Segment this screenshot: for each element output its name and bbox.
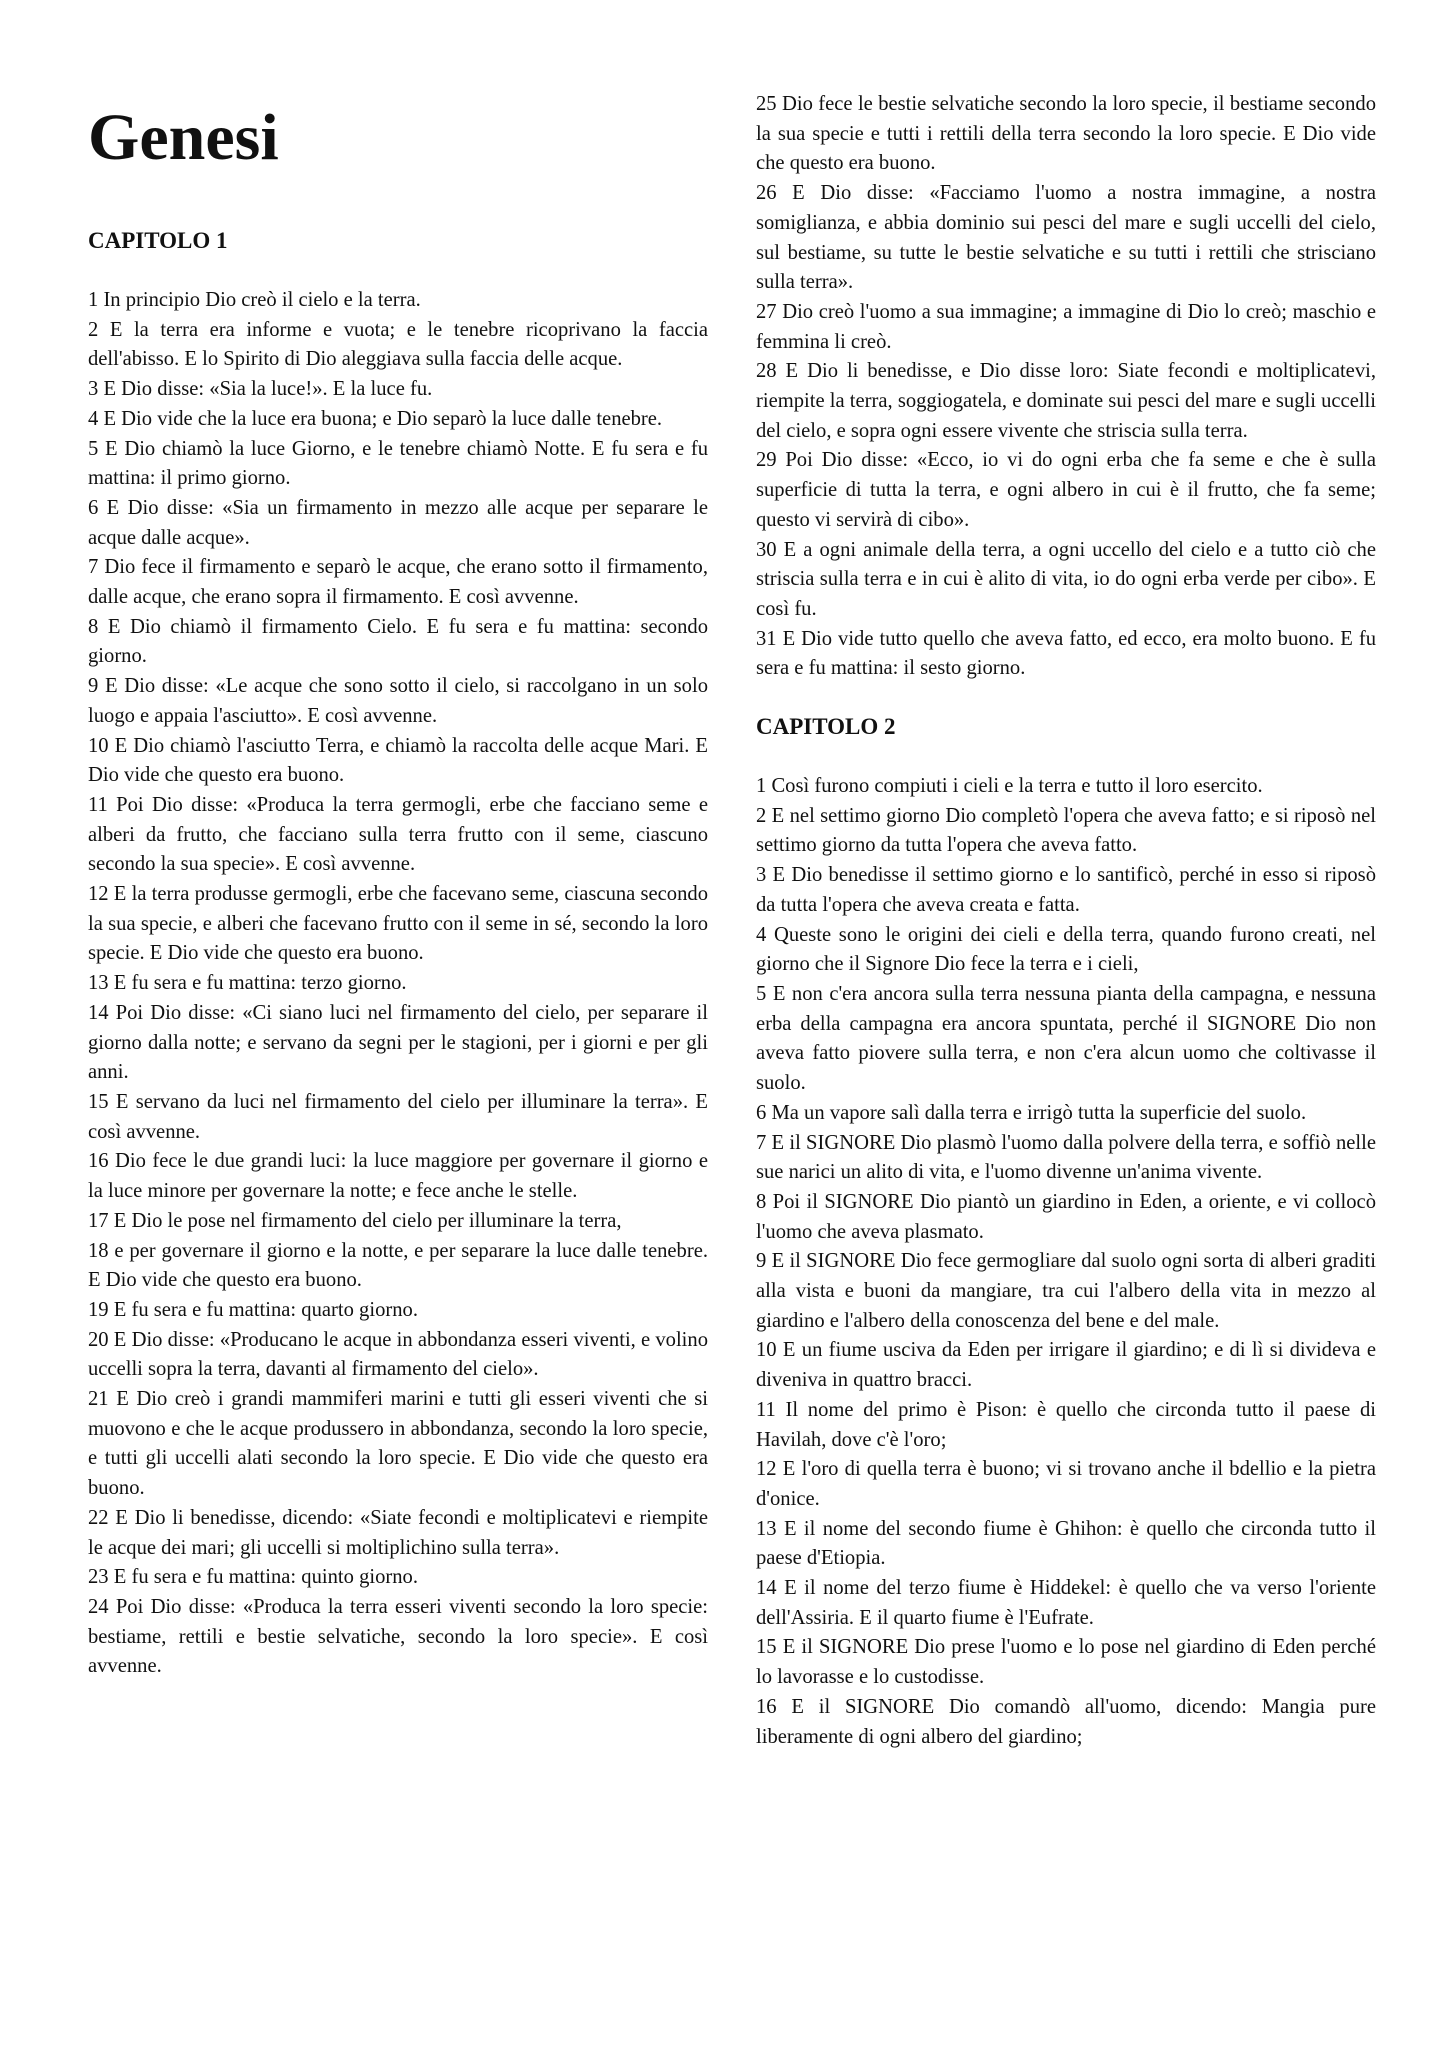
verse: 7 Dio fece il firmamento e separò le acque, che erano sotto il firmamento, dalle acque, che erano sopra il firmamento. E così avvenne. [88,556,708,609]
verse: 16 E il SIGNORE Dio comandò all'uomo, dicendo: Mangia pure liberamente di ogni albero del giardino; [756,1695,1376,1748]
verse: 20 E Dio disse: «Producano le acque in abbondanza esseri viventi, e volino uccelli sopra la terra, davanti al firmamento del cielo». [88,1328,708,1381]
verse: 13 E fu sera e fu mattina: terzo giorno. [88,972,407,995]
verse: 11 Poi Dio disse: «Produca la terra germogli, erbe che facciano seme e alberi da frutto, che facciano sulla terra frutto con il seme, ciascuno secondo la sua specie». E così avvenne. [88,793,708,876]
verse: 30 E a ogni animale della terra, a ogni uccello del cielo e a tutto ciò che striscia sulla terra e in cui è alito di vita, io do ogni erba verde per cibo». E così fu. [756,538,1376,620]
verse: 18 e per governare il giorno e la notte, e per separare la luce dalle tenebre. E Dio vide che questo era buono. [88,1239,708,1292]
verse: 8 Poi il SIGNORE Dio piantò un giardino in Eden, a oriente, e vi collocò l'uomo che aveva plasmato. [756,1190,1376,1243]
verse: 26 E Dio disse: «Facciamo l'uomo a nostra immagine, a nostra somiglianza, e abbia dominio sui pesci del mare e sugli uccelli del cielo, sul bestiame, su tutte le bestie selvatiche e su tutti i rettili che strisciano sulla terra». [756,182,1376,294]
verse: 4 E Dio vide che la luce era buona; e Dio separò la luce dalle tenebre. [88,407,663,430]
chapter-2-verses [756,772,1376,1752]
verse: 28 E Dio li benedisse, e Dio disse loro: Siate fecondi e moltiplicatevi, riempite la terra, soggiogatela, e dominate sui pesci del mare e sugli uccelli del cielo, e sopra ogni essere vivente che striscia sulla terra. [756,360,1376,442]
verse: 21 E Dio creò i grandi mammiferi marini e tutti gli esseri viventi che si muovono e che le acque produssero in abbondanza, secondo la loro specie, e tutti gli uccelli alati secondo la loro specie. E Dio vide che questo era buono. [88,1388,708,1500]
verse: 19 E fu sera e fu mattina: quarto giorno. [88,1298,418,1321]
verse: 15 E il SIGNORE Dio prese l'uomo e lo pose nel giardino di Eden perché lo lavorasse e lo custodisse. [756,1636,1376,1689]
chapter-1-verses-right [756,90,1376,684]
verse: 6 Ma un vapore salì dalla terra e irrigò tutta la superficie del suolo. [756,1101,1307,1124]
verse: 4 Queste sono le origini dei cieli e della terra, quando furono creati, nel giorno che il Signore Dio fece la terra e i cieli, [756,923,1376,976]
verse: 5 E Dio chiamò la luce Giorno, e le tenebre chiamò Notte. E fu sera e fu mattina: il primo giorno. [88,437,708,490]
verse: 1 In principio Dio creò il cielo e la terra. [88,289,421,311]
verse: 14 Poi Dio disse: «Ci siano luci nel firmamento del cielo, per separare il giorno dalla notte; e servano da segni per le stagioni, per i giorni e per gli anni. [88,1001,708,1084]
verse: 5 E non c'era ancora sulla terra nessuna pianta della campagna, e nessuna erba della campagna era ancora spuntata, perché il SIGNORE Dio non aveva fatto piovere sulla terra, e non c'era alcun uomo che coltivasse il suolo. [756,982,1376,1095]
right-column [756,90,1376,1752]
verse: 14 E il nome del terzo fiume è Hiddekel: è quello che va verso l'oriente dell'Assiria. E il quarto fiume è l'Eufrate. [756,1577,1376,1629]
verse: 6 E Dio disse: «Sia un firmamento in mezzo alle acque per separare le acque dalle acque». [88,496,708,549]
chapter-1-verses-left [88,286,708,1682]
verse: 3 E Dio benedisse il settimo giorno e lo santificò, perché in esso si riposò da tutta l'opera che aveva creata e fatta. [756,864,1376,916]
verse: 8 E Dio chiamò il firmamento Cielo. E fu sera e fu mattina: secondo giorno. [88,615,708,668]
verse: 16 Dio fece le due grandi luci: la luce maggiore per governare il giorno e la luce minore per governare la notte; e fece anche le stelle. [88,1150,708,1203]
verse: 17 E Dio le pose nel firmamento del cielo per illuminare la terra, [88,1209,622,1232]
verse: 10 E Dio chiamò l'asciutto Terra, e chiamò la raccolta delle acque Mari. E Dio vide che questo era buono. [88,734,708,787]
left-column [88,90,708,1682]
verse: 2 E la terra era informe e vuota; e le tenebre ricoprivano la faccia dell'abisso. E lo Spirito di Dio aleggiava sulla faccia delle acque. [88,318,708,371]
verse: 1 Così furono compiuti i cieli e la terra e tutto il loro esercito. [756,775,1263,798]
verse: 22 E Dio li benedisse, dicendo: «Siate fecondi e moltiplicatevi e riempite le acque dei mari; gli uccelli si moltiplichino sulla terra». [88,1506,708,1559]
verse: 3 E Dio disse: «Sia la luce!». E la luce fu. [88,378,433,401]
verse: 15 E servano da luci nel firmamento del cielo per illuminare la terra». E così avvenne. [88,1090,708,1143]
verse: 7 E il SIGNORE Dio plasmò l'uomo dalla polvere della terra, e soffiò nelle sue narici un alito di vita, e l'uomo divenne un'anima vivente. [756,1131,1376,1184]
verse: 9 E il SIGNORE Dio fece germogliare dal suolo ogni sorta di alberi graditi alla vista e buoni da mangiare, tra cui l'albero della vita in mezzo al giardino e l'albero della conoscenza del bene e del male. [756,1250,1376,1332]
verse: 2 E nel settimo giorno Dio completò l'opera che aveva fatto; e si riposò nel settimo giorno da tutta l'opera che aveva fatto. [756,804,1376,857]
verse: 29 Poi Dio disse: «Ecco, io vi do ogni erba che fa seme e che è sulla superficie di tutta la terra, e ogni albero in cui è il frutto, che fa seme; questo vi servirà di cibo». [756,449,1376,531]
verse: 25 Dio fece le bestie selvatiche secondo la loro specie, il bestiame secondo la sua specie e tutti i rettili della terra secondo la loro specie. E Dio vide che questo era buono. [756,93,1376,175]
verse: 31 E Dio vide tutto quello che aveva fatto, ed ecco, era molto buono. E fu sera e fu mattina: il sesto giorno. [756,627,1376,680]
chapter-heading-1: CAPITOLO 1 [88,228,228,253]
chapter-heading-2: CAPITOLO 2 [756,714,896,740]
verse: 12 E l'oro di quella terra è buono; vi si trovano anche il bdellio e la pietra d'onice. [756,1458,1376,1510]
verse: 11 Il nome del primo è Pison: è quello che circonda tutto il paese di Havilah, dove c'è l'oro; [756,1398,1376,1451]
verse: 10 E un fiume usciva da Eden per irrigare il giardino; e di lì si divideva e diveniva in quattro bracci. [756,1339,1376,1392]
verse: 12 E la terra produsse germogli, erbe che facevano seme, ciascuna secondo la sua specie, e alberi che facevano frutto con il seme in sé, secondo la loro specie. E Dio vide che questo era buono. [88,883,708,965]
verse: 9 E Dio disse: «Le acque che sono sotto il cielo, si raccolgano in un solo luogo e appaia l'asciutto». E così avvenne. [88,675,708,727]
page-title: Genesi [88,101,279,174]
verse: 23 E fu sera e fu mattina: quinto giorno. [88,1566,418,1589]
verse: 27 Dio creò l'uomo a sua immagine; a immagine di Dio lo creò; maschio e femmina li creò. [756,300,1376,353]
verse: 24 Poi Dio disse: «Produca la terra esseri viventi secondo la loro specie: bestiame, rettili e bestie selvatiche, secondo la loro specie». E così avvenne. [88,1595,708,1678]
verse: 13 E il nome del secondo fiume è Ghihon: è quello che circonda tutto il paese d'Etiopia. [756,1517,1376,1570]
